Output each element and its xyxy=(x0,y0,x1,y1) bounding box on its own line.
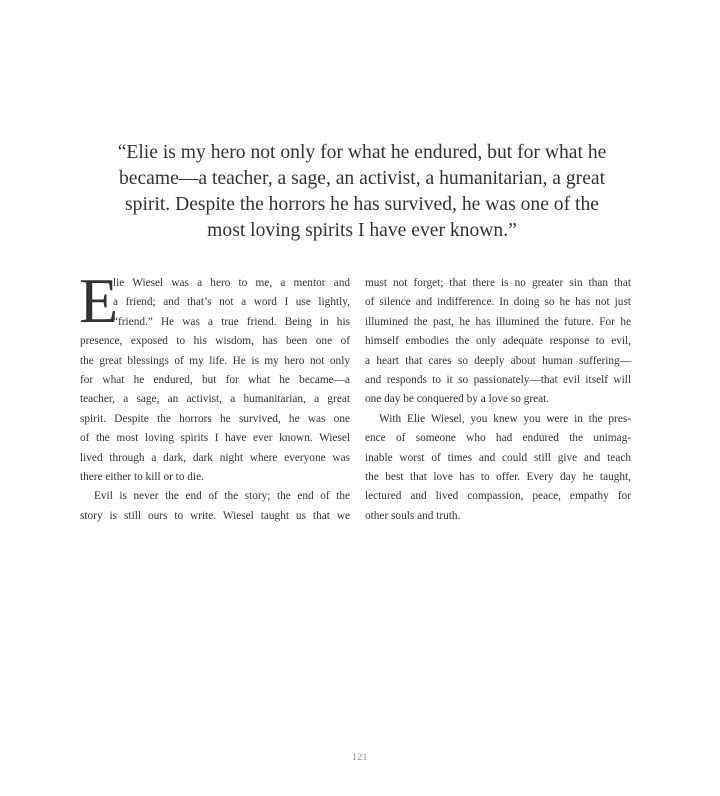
body-line: the best that love has to offer. Every day he taught, xyxy=(365,470,631,483)
pull-quote-line: spirit. Despite the horrors he has survived, he was one of the xyxy=(125,194,599,215)
body-column-right xyxy=(365,274,631,526)
body-line: spirit. Despite the horrors he survived, he was one xyxy=(80,412,350,425)
body-line: a heart that cares so deeply about human suffering— xyxy=(365,354,631,367)
body-line: inable worst of times and could still give and teach xyxy=(365,451,631,464)
drop-cap: E xyxy=(79,265,119,336)
body-line: of the most loving spirits I have ever known. Wiesel xyxy=(80,432,350,445)
body-line: lie Wiesel was a hero to me, a mentor and xyxy=(113,277,350,289)
pull-quote-line: most loving spirits I have ever known.” xyxy=(207,220,517,241)
body-line: a friend; and that’s not a word I use lightly, xyxy=(113,296,350,309)
body-line: With Elie Wiesel, you knew you were in the pres- xyxy=(379,412,631,425)
body-line: and responds to it so passionately—that evil itself will xyxy=(365,373,631,386)
body-line: the great blessings of my life. He is my hero not only xyxy=(80,354,350,367)
body-line: other souls and truth. xyxy=(365,509,461,522)
body-line: one day be conquered by a love so great. xyxy=(365,393,550,406)
body-line: story is still ours to write. Wiesel taught us that we xyxy=(80,509,350,522)
body-line: presence, exposed to his wisdom, has been one of xyxy=(80,335,350,348)
pull-quote-line: “Elie is my hero not only for what he endured, but for what he xyxy=(117,142,607,163)
body-line: must not forget; that there is no greater sin than that xyxy=(365,277,631,289)
body-line: himself embodies the only adequate response to evil, xyxy=(365,335,631,348)
pull-quote xyxy=(72,140,652,244)
body-line: illumined the past, he has illumined the future. For he xyxy=(365,315,631,328)
body-line: teacher, a sage, an activist, a humanitarian, a great xyxy=(80,393,350,406)
body-column-left xyxy=(79,265,350,526)
body-line: ence of someone who had endured the unimag- xyxy=(365,432,631,445)
body-line: lectured and lived compassion, peace, empathy for xyxy=(365,490,631,503)
body-line: lived through a dark, dark night where everyone was xyxy=(80,451,350,464)
body-line: Evil is never the end of the story; the end of the xyxy=(94,490,350,503)
body-line: there either to kill or to die. xyxy=(80,470,204,483)
body-line: for what he endured, but for what he became—a xyxy=(80,373,350,386)
pull-quote-line: became—a teacher, a sage, an activist, a humanitarian, a great xyxy=(118,168,606,189)
body-line: “friend.” He was a true friend. Being in his xyxy=(113,315,350,328)
body-line: of silence and indifference. In doing so he has not just xyxy=(365,296,631,309)
page-number: 121 xyxy=(352,753,368,763)
